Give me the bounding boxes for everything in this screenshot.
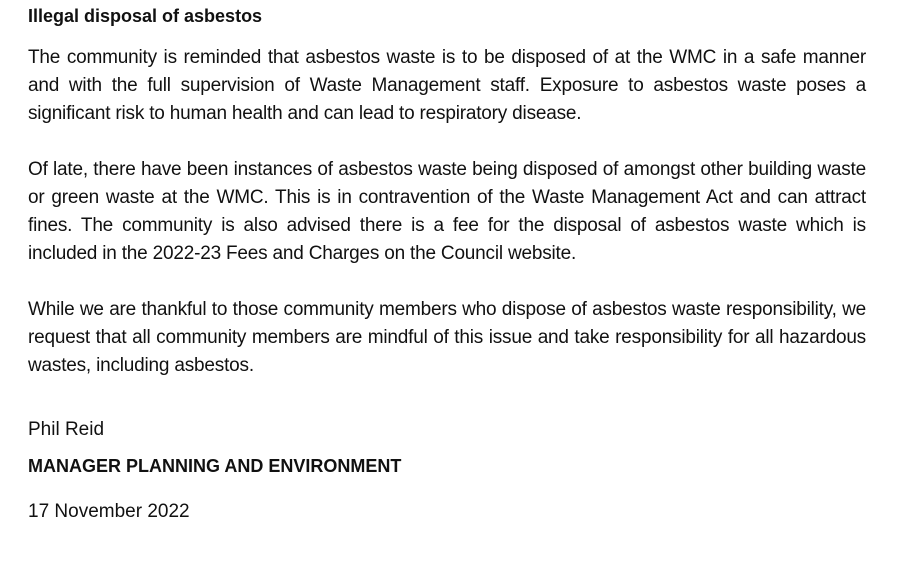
paragraph-reminder: The community is reminded that asbestos waste is to be disposed of at the WMC in a safe manner and with the full supervision of Waste Management staff. Exposure to asbestos waste poses a significant risk to human health and can lead to respiratory disease. (28, 47, 866, 124)
signature-date: 17 November 2022 (28, 501, 190, 522)
paragraph-instances: Of late, there have been instances of asbestos waste being disposed of amongst other building waste or green waste at the WMC. This is in contravention of the Waste Management Act and can attract fines. The community is also advised there is a fee for the disposal of asbestos waste which is included in the 2022-23 Fees and Charges on the Council website. (28, 159, 866, 264)
signature-role: MANAGER PLANNING AND ENVIRONMENT (28, 456, 402, 476)
notice-document (28, 0, 866, 526)
notice-title: Illegal disposal of asbestos (28, 6, 263, 26)
paragraph-request: While we are thankful to those community members who dispose of asbestos waste responsibility, we request that all community members are mindful of this issue and take responsibility for all hazardous wastes, including asbestos. (28, 299, 866, 376)
signature-name: Phil Reid (28, 419, 105, 440)
